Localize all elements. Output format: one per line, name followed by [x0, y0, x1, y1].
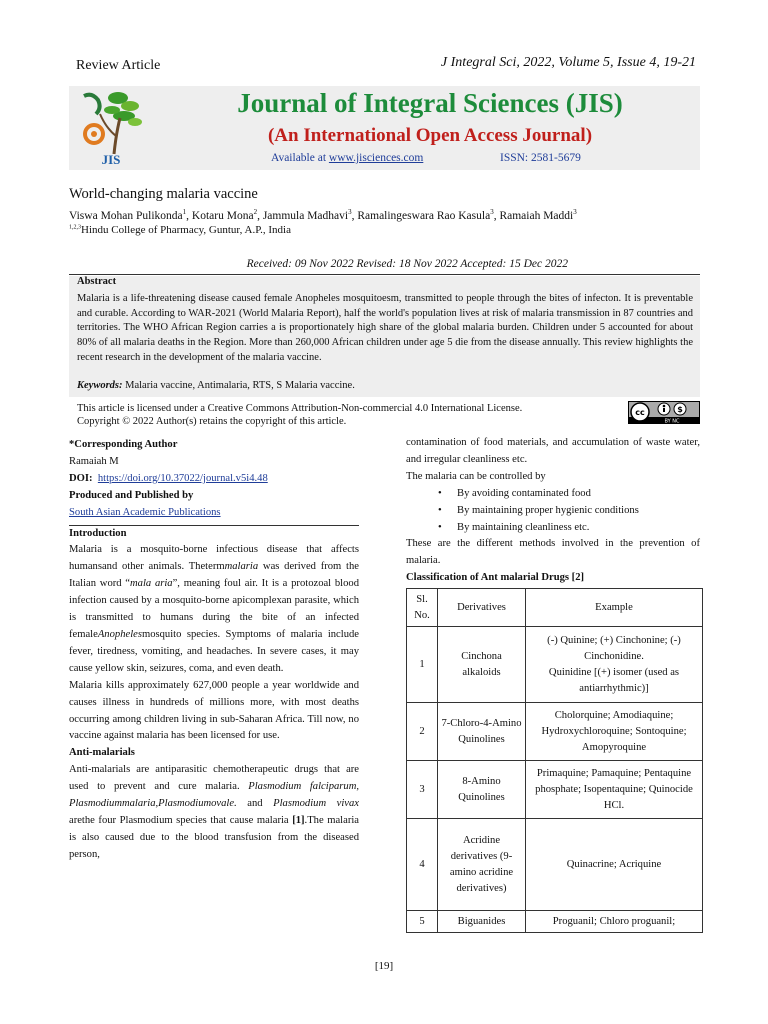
svg-text:$: $ — [677, 405, 683, 414]
author-list: Viswa Mohan Pulikonda$^1$, Kotaru Mona$^2$, Jammula Madhavi$^3$, Ramalingeswara Rao Kasula$^3$, Ramaiah Maddi$^3$ — [69, 208, 577, 222]
am-reference: [1] — [292, 814, 305, 826]
produced-label: Produced and Published by — [69, 489, 194, 501]
cell-no: 2 — [407, 703, 438, 761]
publisher-link[interactable]: South Asian Academic Publications — [69, 506, 221, 518]
license-line1: This article is licensed under a Creative Commons Attribution-Non-commercial 4.0 International License. — [77, 403, 523, 414]
doi-label: DOI: — [69, 472, 93, 484]
journal-logo-icon — [78, 84, 144, 166]
list-item-text: By maintaining proper hygienic conditions — [457, 504, 639, 516]
cell-example: Quinacrine; Acriquine — [526, 819, 703, 911]
cell-derivative: Cinchona alkaloids — [438, 627, 526, 703]
intro-text-c: ”, meaning foul air. It is a protozoal blood infection caused by a mosquito-borne apicomplexan parasite, which is transmitted to humans during the bite of an infected female — [69, 578, 359, 640]
table-caption: Classification of Ant malarial Drugs [2] — [406, 572, 585, 584]
antimalarials-heading: Anti-malarials — [69, 747, 135, 759]
doi-link[interactable]: https://doi.org/10.37022/journal.v5i4.48 — [97, 472, 268, 484]
abstract-heading: Abstract — [77, 276, 117, 287]
cell-derivative: 8-Amino Quinolines — [438, 761, 526, 819]
intro-text-d: mosquito species. Symptoms of malaria include fever, tiredness, vomiting, and headaches. In severe cases, it may cause yellow skin, seizures, coma, and even death. — [69, 628, 359, 674]
continuation-text: contamination of food materials, and accumulation of waste water, and irregular cleanliness etc. — [406, 437, 700, 465]
list-item — [406, 503, 700, 520]
author-sup: 3 — [348, 208, 352, 216]
methods-text: These are the different methods involved in the prevention of malaria. — [406, 538, 700, 567]
author-name: Ramalingeswara Rao Kasula — [357, 209, 491, 222]
author-name: Jammula Madhavi — [262, 209, 349, 222]
bullet-icon: • — [438, 487, 442, 499]
author-sup: 1 — [182, 208, 187, 216]
cell-derivative: 7-Chloro-4-Amino Quinolines — [438, 703, 526, 761]
journal-title: Journal of Integral Sciences (JIS) — [237, 88, 623, 118]
introduction-heading: Introduction — [69, 527, 127, 539]
antimalarial-table — [406, 588, 703, 933]
author-name: Ramaiah Maddi — [499, 209, 574, 222]
publisher-line — [69, 505, 359, 522]
cell-no: 1 — [407, 627, 438, 703]
received-dates: Received: 09 Nov 2022 Revised: 18 Nov 2022 Accepted: 15 Dec 2022 — [246, 258, 568, 270]
available-at — [271, 152, 423, 164]
header-sl-no: Sl. No. — [407, 589, 438, 627]
header-derivatives: Derivatives — [438, 589, 526, 627]
cell-no: 4 — [407, 819, 438, 911]
cell-example: Primaquine; Pamaquine; Pentaquine phosphate; Isopentaquine; Quinocide HCl. — [526, 761, 703, 819]
table-header-row — [407, 589, 703, 627]
intro-text-a: Malaria is a mosquito-borne infectious disease that affects humansand other animals. Theterm — [69, 544, 359, 573]
page-number: [19] — [374, 960, 394, 972]
svg-text:cc: cc — [635, 408, 645, 417]
article-title: World-changing malaria vaccine — [69, 186, 258, 202]
cell-example: Cholorquine; Amodiaquine; Hydroxychloroquine; Sontoquine; Amopyroquine — [526, 703, 703, 761]
list-item-text: By maintaining cleanliness etc. — [457, 521, 590, 533]
table-row — [407, 761, 703, 819]
cell-derivative: Biguanides — [438, 911, 526, 933]
intro-text-b: was derived from the Italian word “ — [69, 561, 359, 590]
header-example: Example — [526, 589, 703, 627]
corresponding-label: *Corresponding Author — [69, 439, 178, 450]
table-row — [407, 911, 703, 933]
intro-paragraph-2: Malaria kills approximately 627,000 people a year worldwide and causes illness in hundreds of millions more, with most deaths occurring among children living in sub-Saharan Africa. Till now, no vaccine against malaria has been licensed for use. — [69, 679, 359, 742]
am-text-c: arethe four Plasmodium species that cause malaria — [69, 814, 293, 826]
example-line: Quinidine [(+) isomer (used as antiarrhythmic)] — [548, 666, 680, 694]
bullet-icon: • — [438, 521, 442, 533]
author-name: Kotaru Mona — [191, 209, 254, 222]
am-text-a: Anti-malarials are antiparasitic chemotherapeutic drugs that are used to prevent and cure malaria. — [69, 764, 359, 793]
intro-species: Anopheles — [97, 628, 142, 640]
corresponding-name: Ramaiah M — [69, 455, 119, 467]
available-label: Available at — [271, 152, 329, 164]
antimalarials-paragraph — [69, 762, 359, 863]
citation: J Integral Sci, 2022, Volume 5, Issue 4, 19-21 — [440, 55, 696, 70]
cell-no: 3 — [407, 761, 438, 819]
keywords-label: Keywords: — [77, 380, 123, 391]
am-species-2: Plasmodium vivax — [273, 798, 360, 810]
example-line: (-) Quinine; (+) Cinchonine; (-) Cinchonidine. — [547, 634, 681, 662]
control-methods-list — [406, 486, 700, 537]
table-row — [407, 703, 703, 761]
divider — [69, 274, 700, 275]
intro-paragraph-1 — [69, 542, 359, 677]
cc-badge-text: BY NC — [664, 418, 680, 424]
author-sup: 3 — [490, 208, 494, 216]
intro-italian-word: mala aria — [130, 578, 173, 590]
author-name: Viswa Mohan Pulikonda — [69, 209, 183, 222]
list-item — [406, 520, 700, 537]
doi-line — [69, 471, 359, 488]
author-sup: 2 — [253, 208, 258, 216]
journal-subtitle: (An International Open Access Journal) — [267, 125, 593, 146]
am-species-1: Plasmodium falciparum, Plasmodiummalaria,Plasmodiumovale. — [69, 781, 360, 810]
cell-example — [526, 627, 703, 703]
creative-commons-icon[interactable] — [628, 401, 700, 424]
license-line2: Copyright © 2022 Author(s) retains the copyright of this article. — [77, 416, 347, 427]
keywords-text: Malaria vaccine, Antimalaria, RTS, S Malaria vaccine. — [122, 380, 355, 391]
issn: ISSN: 2581-5679 — [500, 152, 581, 164]
cell-no: 5 — [407, 911, 438, 933]
license-text — [77, 402, 625, 428]
logo-text: JIS — [101, 152, 121, 166]
affiliation-text: Hindu College of Pharmacy, Guntur, A.P., India — [81, 224, 291, 236]
table-row — [407, 627, 703, 703]
affiliation-sup: 1,2,3 — [69, 224, 81, 231]
author-sup: 3 — [573, 208, 577, 216]
cell-derivative: Acridine derivatives (9-amino acridine derivatives) — [438, 819, 526, 911]
cell-example: Proguanil; Chloro proguanil; — [526, 911, 703, 933]
abstract-text: Malaria is a life-threatening disease caused female Anopheles mosquitoesm, transmitted to people through the bites of infecton. It is preventable and curable. According to WAR-2021 (World Malaria Report), half the world's population lives at risk of malaria transmission in 87 countries and territories. The WHO African Region carries a is proportionately high share of the global malaria burden. Children under 5 accounted for about 80% of all malaria deaths in the Region. More than 260,000 African children under age 5 die from the disease annually. This review highlights the recent research in the development of the malaria vaccine. — [77, 293, 693, 363]
controlled-intro: The malaria can be controlled by — [406, 470, 546, 482]
table-row — [407, 819, 703, 911]
list-item-text: By avoiding contaminated food — [457, 487, 591, 499]
right-column — [406, 435, 700, 587]
article-type: Review Article — [76, 58, 161, 73]
affiliation — [69, 224, 291, 236]
keywords — [77, 380, 355, 391]
journal-website-link[interactable]: www.jisciences.com — [328, 152, 424, 164]
left-column — [69, 437, 359, 864]
am-text-b: and — [236, 798, 274, 810]
intro-term: malaria — [224, 561, 259, 573]
list-item — [406, 486, 700, 503]
bullet-icon: • — [438, 504, 442, 516]
am-text-d: .The malaria is also caused due to the blood transfusion from the diseased person, — [69, 814, 359, 860]
